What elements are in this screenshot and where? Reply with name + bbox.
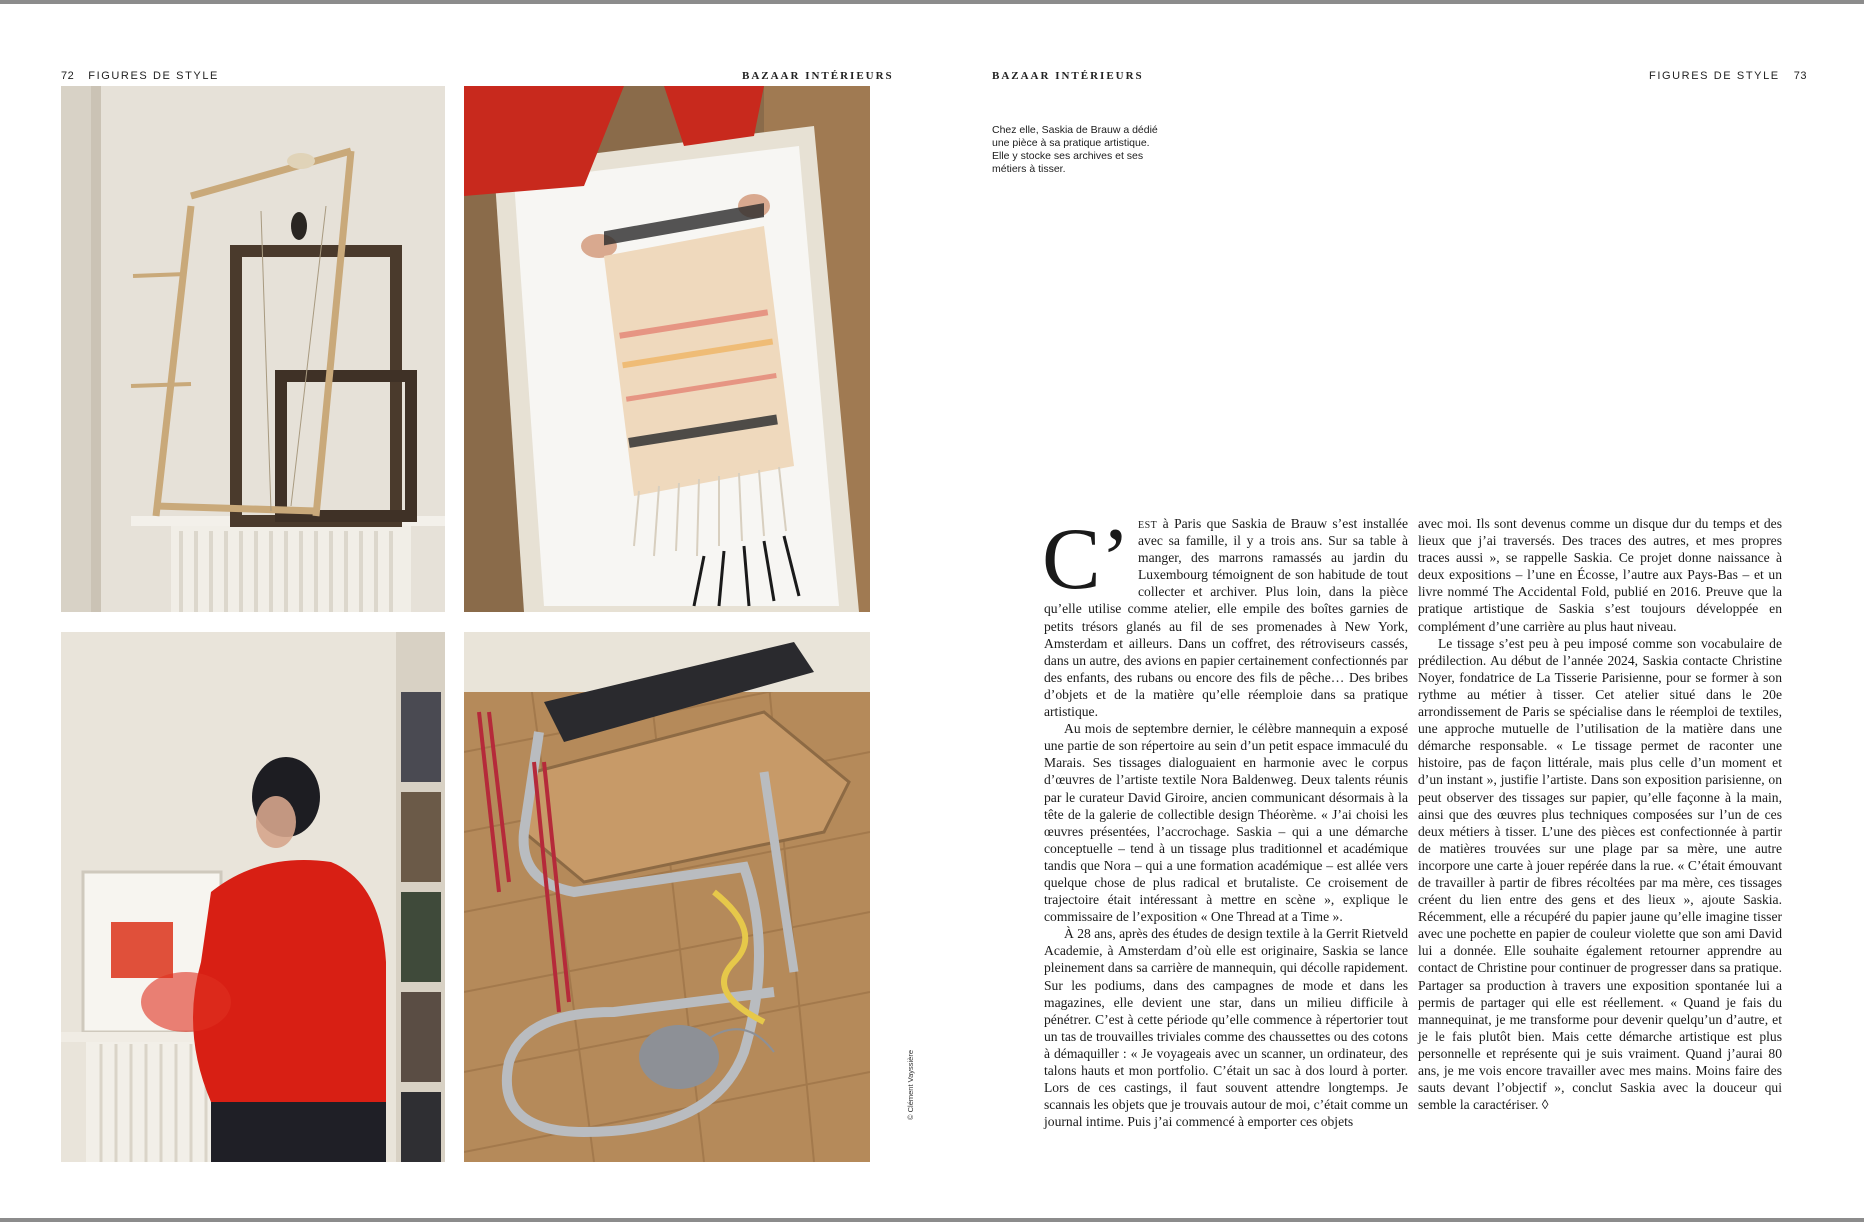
right-page-number: 73 bbox=[1793, 70, 1807, 82]
photo-credit: © Clément Vayssière bbox=[906, 1050, 915, 1120]
article-column-1 bbox=[1042, 511, 1408, 1130]
article-paragraph: Au mois de septembre dernier, le célèbre mannequin a exposé une partie de son répertoire au sein d’un petit espace immaculé du Marais. Ses tissages dialoguaient en harmonie avec le corpus d’œuvres de l’artiste textile Nora Baldenweg. Deux talents réunis par le curateur David Giroire, ancien communicant désormais à la tête de la galerie de collectible design Théorème. « J’ai choisi les œuvres présentées, l’accrochage. Saskia – qui a une démarche conceptuelle – tend à un tissage plus traditionnel et académique tandis que Nora – qui a une formation académique – est allée vers quelque chose de plus radical et brutaliste. Ce croisement de trajectoire était intéressant à mettre en scène », explique le commissaire de l’exposition « One Thread at a Time ». bbox=[1044, 721, 1408, 925]
article-column-2 bbox=[1418, 515, 1782, 1113]
window-bottom-edge bbox=[0, 1218, 1864, 1222]
article-text: à Paris que Saskia de Brauw s’est installée avec sa famille, il y a trois ans. Sur sa table à manger, des marrons ramassés au jardin du Luxembourg témoignent de son habitude de tout collecter et archiver. Plus loin, dans la pièce qu’elle utilise comme atelier, elle empile des boîtes garnies de petits trésors glanés au fil de ses promenades à New York, Amsterdam et ailleurs. Dans un coffret, des rétroviseurs cassés, dans un autre, des avions en papier certainement confectionnés par des enfants, des rubans ou encore des fils de pêche… Des bribes d’objets et de la matière qu’elle réemploie dans sa pratique artistique. bbox=[1044, 516, 1408, 720]
right-running-head: BAZAAR INTÉRIEURS bbox=[992, 70, 1144, 82]
article-paragraph: avec moi. Ils sont devenus comme un disque dur du temps et des lieux que j’ai traversés. Des traces des autres, et mes propres traces aussi », se rappelle Saskia. Ce projet donne naissance à deux expositions – l’une en Écosse, l’autre aux Pays-Bas – et un livre nommé The Accidental Fold, publié en 2016. Preuve que la pratique artistique de Saskia s’est toujours développée en complément d’une carrière au plus haut niveau. bbox=[1418, 516, 1782, 634]
left-running-head: BAZAAR INTÉRIEURS bbox=[742, 70, 894, 82]
right-folio bbox=[1649, 70, 1807, 82]
photo-caption: Chez elle, Saskia de Brauw a dédié une pièce à sa pratique artistique. Elle y stocke ses archives et ses métiers à tisser. bbox=[992, 124, 1158, 175]
article-paragraph bbox=[1042, 511, 1408, 720]
article-paragraph: Le tissage s’est peu à peu imposé comme son vocabulaire de prédilection. Au début de l’année 2024, Saskia contacte Christine Noyer, fondatrice de La Tisserie Parisienne, pour se former à son rythme au métier à tisser. Cet atelier situé dans le 20e arrondissement de Paris se spécialise dans le réemploi de textiles, une approche mutuelle de l’utilisation de la matière dans une démarche responsable. « Le tissage permet de raconter une histoire, pas de façon littérale, mais plus celle d’un moment et d’un instant », justifie l’artiste. Dans son exposition parisienne, on peut observer des tissages sur papier, qu’elle façonne à la main, ainsi que des œuvres plus techniques composées sur l’un de ces deux métiers à tisser. L’une des pièces est confectionnée à partir de matières trouvées sur une plage par sa mère, une autre incorpore une carte à jouer repérée dans la rue. « C’était émouvant de travailler à partir de fibres récoltées par ma mère, ces tissages créent du lien entre des gens et des lieux », ajoute Saskia. Récemment, elle a récupéré du papier jaune qu’elle imagine tisser avec une pochette en papier de couleur violette que son ami David lui a donnée. Elle souhaite également retourner apprendre au contact de Christine pour continuer de progresser dans sa pratique. Partager sa production à travers une exposition spontanée lui a permis de partager qui elle est réellement. « Quand je fais du mannequinat, je me transforme pour devenir quelqu’un d’autre, et je le fais plutôt bien. Mais cette démarche artistique est plus personnelle et représente qui je suis vraiment. Quand j’aurai 80 ans, je me vois encore travailler avec mes mains. Moins faire des sauts devant l’objectif », conclut Saskia avec la douceur qui semble la caractériser. ◊ bbox=[1418, 635, 1782, 1113]
lead-smallcaps: est bbox=[1138, 516, 1158, 531]
drop-cap: C’ bbox=[1042, 511, 1130, 608]
photo-woman-red-sweater bbox=[61, 632, 445, 1162]
magazine-spread bbox=[0, 4, 1864, 1218]
left-section-title: FIGURES DE STYLE bbox=[88, 70, 219, 82]
article-paragraph: À 28 ans, après des études de design textile à la Gerrit Rietveld Academie, à Amsterdam d’où elle est originaire, Saskia se lance pleinement dans sa carrière de mannequin, qui décolle rapidement. Sur les podiums, dans des campagnes de mode et dans les magazines, elle devient une star, dans un milieu difficile à pénétrer. C’est à cette période qu’elle commence à répertorier tout un tas de trouvailles triviales comme des chaussettes ou des cotons à démaquiller : « Je voyageais avec un scanner, un ordinateur, des talons hauts et mon portfolio. C’était un sac à dos lourd à porter. Lors de ces castings, il faut souvent attendre longtemps. Je scannais les objets que je trouvais autour de moi, c’était comme un journal intime. Puis j’ai commencé à emporter ces objets bbox=[1044, 926, 1408, 1130]
left-page-number: 72 bbox=[61, 70, 75, 82]
left-folio bbox=[61, 70, 219, 82]
photo-textile-box bbox=[464, 86, 870, 612]
photo-loom bbox=[61, 86, 445, 612]
photo-chair-yarn bbox=[464, 632, 870, 1162]
right-section-title: FIGURES DE STYLE bbox=[1649, 70, 1780, 82]
